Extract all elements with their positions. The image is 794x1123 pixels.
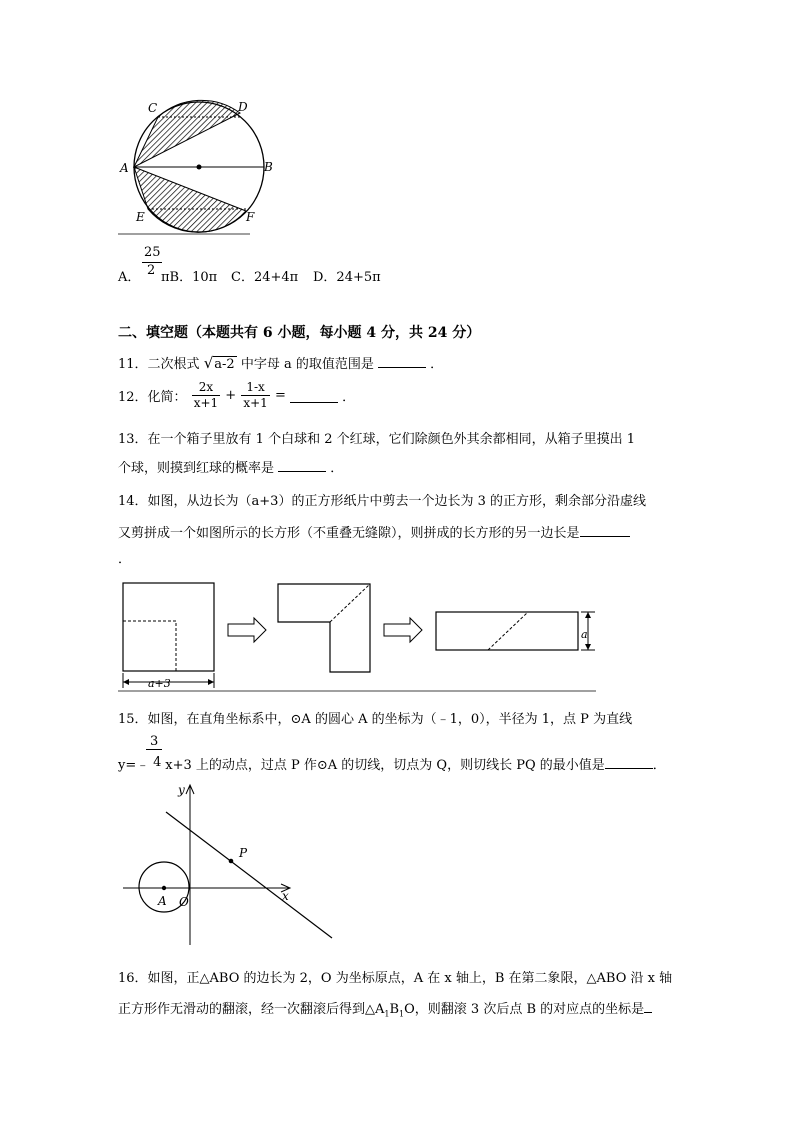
q12-fraction-2 xyxy=(241,380,269,411)
q15-y-label: y xyxy=(178,783,185,797)
q16-sub-2: 1 xyxy=(399,1009,405,1019)
q12-plus: + xyxy=(225,388,237,403)
section-2-heading: 二、填空题（本题共有 6 小题，每小题 4 分，共 24 分） xyxy=(118,325,481,341)
q12-equals: = xyxy=(274,388,286,403)
q12-f2-den: x+1 xyxy=(243,396,268,410)
q14-arrow-left xyxy=(123,679,129,685)
circle-figure xyxy=(118,95,255,240)
q14-arrow-step-2 xyxy=(384,618,422,642)
q15-line1: 15．如图，在直角坐标系中，⊙A 的圆心 A 的坐标为（﹣1，0），半径为 1，点 P 为直线 xyxy=(118,712,633,727)
q13-line1: 13．在一个箱子里放有 1 个白球和 2 个红球，它们除颜色外其余都相同，从箱子里摸出 1 xyxy=(118,432,636,447)
q16-answer-blank[interactable] xyxy=(644,999,652,1013)
label-b-svg xyxy=(262,158,278,174)
q15-label-a: A xyxy=(158,894,167,908)
q14-line3: ． xyxy=(118,552,132,567)
q14-height-arrow-bottom xyxy=(585,644,591,650)
q14-height-label: a xyxy=(581,628,588,641)
q14-arrow-step-1 xyxy=(228,618,266,642)
q12-fraction-1 xyxy=(192,380,220,411)
q13-line2: 个球，则摸到红球的概率是 xyxy=(118,461,275,476)
question-13-line2 xyxy=(118,457,343,476)
question-14-line2 xyxy=(118,522,630,541)
q10-option-a-label: A． xyxy=(118,270,141,285)
center-point xyxy=(197,165,202,170)
question-11 xyxy=(118,353,443,372)
q11-sqrt-sign: √ xyxy=(203,354,214,372)
label-d: D xyxy=(238,100,248,114)
q14-answer-blank[interactable] xyxy=(580,523,630,537)
q14-figure xyxy=(118,578,598,694)
q12-f2-num: 1-x xyxy=(241,380,269,396)
label-b: B xyxy=(264,160,273,174)
q12-text-before: 12．化简： xyxy=(118,390,187,405)
q15-post: x+3 上的动点，过点 P 作⊙A 的切线，切点为 Q，则切线长 PQ 的最小值是 xyxy=(165,758,605,773)
label-a: A xyxy=(120,161,129,175)
q15-frac-bar xyxy=(146,749,162,750)
q10-option-d: D．24+5π xyxy=(313,270,381,285)
q15-point-p xyxy=(229,859,234,864)
q14-height-arrow-top xyxy=(585,612,591,618)
q11-end: ． xyxy=(430,357,444,372)
q15-answer-blank[interactable] xyxy=(605,755,653,769)
question-16-line2 xyxy=(118,998,652,1019)
q16-mid: B xyxy=(389,1002,400,1017)
label-f: F xyxy=(246,210,255,224)
q13-end: ． xyxy=(330,461,344,476)
figure-baseline xyxy=(118,232,250,236)
q13-answer-blank[interactable] xyxy=(278,458,326,472)
shaded-region-bottom xyxy=(134,167,246,232)
q15-frac-num: 3 xyxy=(150,734,159,749)
q12-f1-den: x+1 xyxy=(193,396,219,410)
question-12 xyxy=(118,380,355,411)
q10-option-c: C．24+4π xyxy=(231,270,299,285)
q16-sub-1: 1 xyxy=(384,1009,390,1019)
q12-end: ． xyxy=(342,390,356,405)
q11-text-after: 中字母 a 的取值范围是 xyxy=(240,357,374,372)
q15-line xyxy=(166,812,332,938)
q10-frac-num: 25 xyxy=(144,245,161,260)
label-c: C xyxy=(148,101,158,115)
q10-option-a-b: πB．10π xyxy=(161,270,218,285)
q15-frac-den: 4 xyxy=(153,755,162,770)
q16-line2-post: O，则翻滚 3 次后点 B 的对应点的坐标是 xyxy=(404,1002,645,1017)
q14-result-rectangle xyxy=(436,612,578,650)
q12-answer-blank[interactable] xyxy=(290,389,338,403)
q11-radicand: a-2 xyxy=(214,357,235,372)
q12-f1-num: 2x xyxy=(192,380,220,396)
q14-line1: 14．如图，从边长为（a+3）的正方形纸片中剪去一个边长为 3 的正方形，剩余部分沿虚线 xyxy=(118,494,646,509)
q15-pre: y=﹣ xyxy=(118,758,150,773)
q15-label-o: O xyxy=(179,895,189,909)
q14-cut-square xyxy=(123,621,176,671)
q14-big-square xyxy=(123,583,214,671)
q10-frac-den: 2 xyxy=(147,263,156,278)
label-e: E xyxy=(136,210,145,224)
q15-label-p: P xyxy=(239,846,248,860)
q14-width-label: a+3 xyxy=(148,677,171,690)
q14-arrow-right xyxy=(208,679,214,685)
q11-answer-blank[interactable] xyxy=(378,354,426,368)
q16-line1: 16．如图，正△ABO 的边长为 2，O 为坐标原点，A 在 x 轴上，B 在第二象限，△ABO 沿 x 轴 xyxy=(118,971,673,986)
q16-line2-pre: 正方形作无滑动的翻滚，经一次翻滚后得到△A xyxy=(118,1002,385,1017)
q15-end: ． xyxy=(652,758,666,773)
q14-line2: 又剪拼成一个如图所示的长方形（不重叠无缝隙），则拼成的长方形的另一边长是 xyxy=(118,526,580,541)
q14-l-cut-line xyxy=(330,584,370,622)
question-15-line2 xyxy=(118,754,666,773)
q15-center-a xyxy=(162,886,166,890)
q15-x-label: x xyxy=(282,889,289,903)
q11-text-before: 11．二次根式 xyxy=(118,357,200,372)
q14-rect-cut-line xyxy=(488,612,528,650)
q15-figure xyxy=(118,780,338,950)
